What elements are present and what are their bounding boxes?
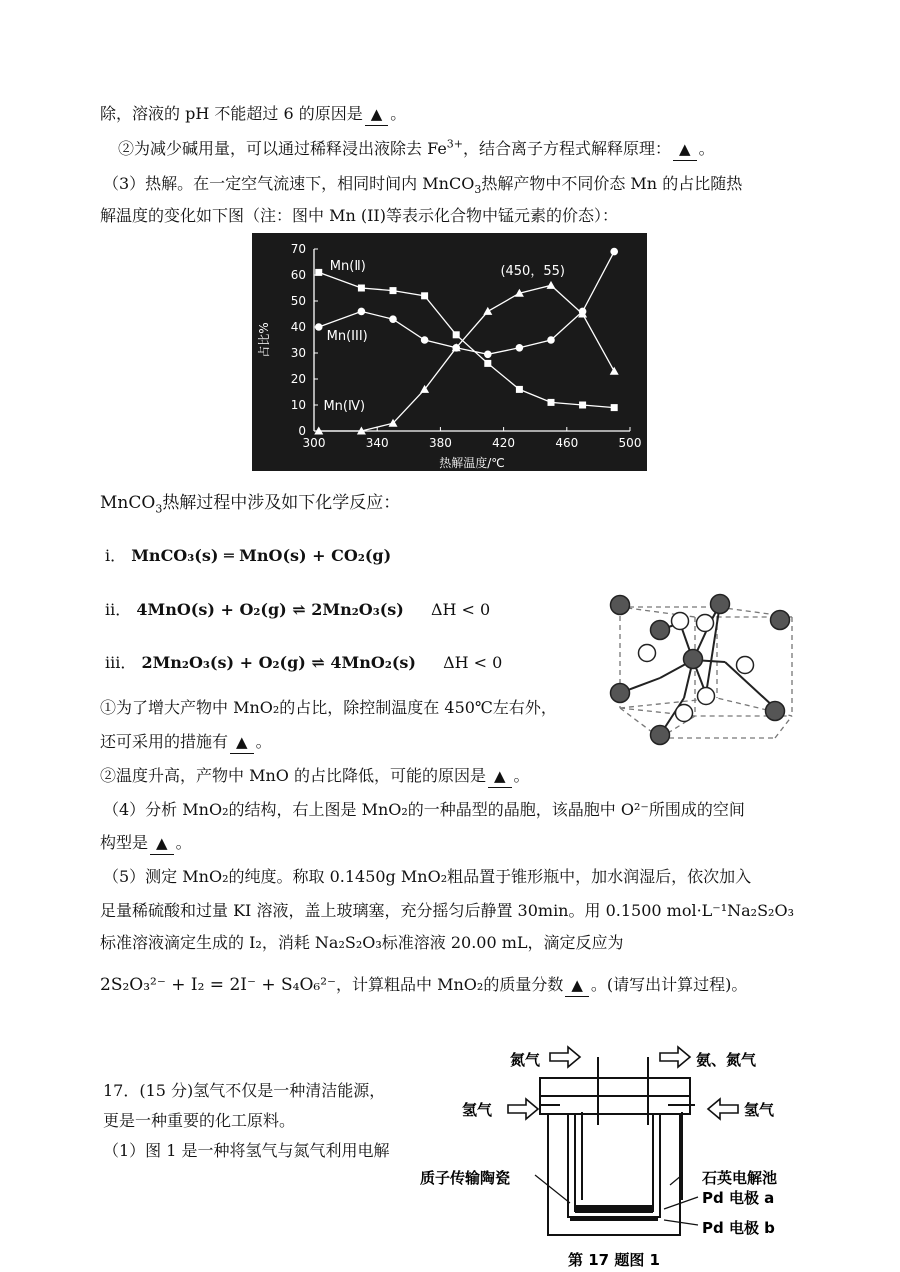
line-5-formula: MnCO [100,493,156,513]
data-point-square [421,292,428,299]
label-ceramic: 质子传输陶瓷 [420,1169,511,1187]
enthalpy: ΔH < 0 [430,600,491,619]
o-atom [672,613,689,630]
label-electrode-a: Pd 电极 a [702,1189,775,1207]
question-text: （5）测定 MnO₂的纯度。称取 0.1450g MnO₂粗品置于锥形瓶中，加水润湿后，依次加入 [103,867,752,886]
line-2 [118,138,715,161]
data-point-square [315,269,322,276]
reaction-ii [105,599,490,621]
cell-lid-bottom [540,1096,690,1114]
reaction-number: i． [105,546,127,565]
line-3-text: （3）热解。在一定空气流速下，相同时间内 MnCO [103,174,475,193]
question-text: 足量稀硫酸和过量 KI 溶液，盖上玻璃塞，充分摇匀后静置 30min。用 0.1500 mol·L⁻¹Na₂S₂O₃ [100,901,794,920]
figure-caption: 第 17 题图 1 [568,1251,660,1269]
o-atom [639,645,656,662]
reaction-equation: 2Mn₂O₃(s) + O₂(g) ⇌ 4MnO₂(s) [141,653,416,672]
question-2 [100,765,530,788]
data-point-triangle [610,367,619,375]
x-tick-label: 460 [555,436,579,450]
mn-atom [711,595,730,614]
mno2-unit-cell-diagram [600,590,800,750]
label-ammonia-out: 氨、氮气 [696,1051,757,1069]
data-point-triangle [547,281,556,289]
label-hydrogen-right: 氢气 [744,1101,775,1119]
line-1-end: 。 [390,104,407,123]
data-point-circle [358,308,366,316]
question-4a [103,799,745,821]
question-end: 。(请写出计算过程)。 [590,975,748,994]
mn-atom [611,596,630,615]
question-text: 更是一种重要的化工原料。 [103,1111,296,1130]
mn-atom [651,726,670,745]
question-text: ②温度升高，产物中 MnO 的占比降低，可能的原因是 [100,766,486,785]
titration-equation: 2S₂O₃²⁻ + I₂ = 2I⁻ + S₄O₆²⁻ [100,975,337,995]
arrow-left-icon [708,1099,738,1119]
x-tick-label: 340 [365,436,389,450]
blank-marker: ▲ [571,976,583,994]
y-tick-label: 70 [290,242,306,256]
y-tick-label: 20 [290,372,306,386]
mn-valence-chart [252,233,647,471]
question-1a [100,697,557,719]
x-axis-label: 热解温度/℃ [439,456,505,470]
pd-electrode-a [575,1205,653,1213]
blank-marker: ▲ [493,767,506,785]
series-label: Mn(Ⅳ) [323,399,366,415]
y-tick-label: 40 [290,320,306,334]
data-point-square [548,399,555,406]
question-end: 。 [255,732,272,751]
data-point-square [358,285,365,292]
question-text: 还可采用的措施有 [100,732,229,751]
data-point-circle [421,336,429,344]
mn-atom [771,611,790,630]
line-2-mid: ，结合离子方程式解释原理： [463,139,672,158]
annotation-label: (450，55) [500,264,565,279]
question-text: 标准溶液滴定生成的 I₂，消耗 Na₂S₂O₃标准溶液 20.00 mL，滴定反应为 [100,933,624,952]
label-electrode-b: Pd 电极 b [702,1219,775,1237]
question-end: 。 [513,766,530,785]
arrow-right-icon [660,1047,690,1067]
question-5a [103,866,751,888]
o-atom [698,688,715,705]
reaction-iii [105,652,502,674]
question-5c [100,932,624,954]
question-17a [103,1080,385,1102]
answer-blank[interactable] [673,138,697,161]
x-tick-label: 300 [302,436,326,450]
answer-blank[interactable] [230,731,254,754]
y-axis-label: 占比% [257,322,271,358]
question-4b [100,832,192,855]
answer-blank[interactable] [488,765,512,788]
data-point-circle [516,344,524,352]
label-hydrogen-left: 氢气 [462,1101,493,1119]
line-3 [103,173,742,195]
line-1 [100,103,406,126]
line-1-text: 除，溶液的 pH 不能超过 6 的原因是 [100,104,363,123]
question-17b [103,1110,295,1132]
arrow-right-icon [508,1099,538,1119]
sub-3: 3 [155,502,163,516]
question-text: ①为了增大产物中 MnO₂的占比，除控制温度在 450℃左右外， [100,698,557,717]
line-4 [100,205,618,227]
y-tick-label: 0 [298,424,306,438]
data-point-square [516,386,523,393]
mn-atom [651,621,670,640]
answer-blank[interactable] [150,832,174,855]
y-tick-label: 50 [290,294,306,308]
o-atom [697,615,714,632]
data-point-square [484,360,491,367]
o-atom [737,657,754,674]
line-2-end: 。 [698,139,715,158]
blank-marker: ▲ [370,105,383,123]
data-point-circle [610,248,618,256]
fe-charge: 3+ [446,137,464,151]
data-point-circle [547,336,555,344]
o-atom [676,705,693,722]
sub-3: 3 [474,183,482,197]
blank-marker: ▲ [679,140,691,158]
blank-marker: ▲ [236,733,248,751]
answer-blank[interactable] [565,974,589,997]
mn-atom [684,650,703,669]
reaction-i [105,545,391,567]
reaction-number: iii． [105,653,137,672]
question-5b [100,900,794,922]
arrow-right-icon [550,1047,580,1067]
data-point-circle [315,323,323,331]
label-quartz-cell: 石英电解池 [702,1169,778,1187]
data-point-square [611,404,618,411]
x-tick-label: 500 [618,436,642,450]
answer-blank[interactable] [365,103,389,126]
electrolysis-cell-diagram [420,1045,820,1272]
data-point-circle [484,351,492,359]
question-1b [100,731,272,754]
line-4-text: 解温度的变化如下图（注：图中 Mn (II)等表示化合物中锰元素的价态）： [100,206,618,225]
question-end: 。 [175,833,192,852]
question-17c [103,1140,390,1162]
y-tick-label: 30 [290,346,306,360]
line-3-end: 热解产物中不同价态 Mn 的占比随热 [481,174,743,193]
y-tick-label: 10 [290,398,306,412]
question-text: ，计算粗品中 MnO₂的质量分数 [336,975,564,994]
enthalpy: ΔH < 0 [443,653,503,672]
line-5 [100,492,400,514]
question-text: 17．(15 分)氢气不仅是一种清洁能源， [103,1081,386,1100]
mn-atom [766,702,785,721]
series-label: Mn(III) [326,329,368,344]
series-label: Mn(Ⅱ) [329,258,366,274]
data-point-triangle [483,307,492,315]
reaction-equation: MnCO₃(s) ═ MnO(s) + CO₂(g) [131,546,392,565]
mn-atom [611,684,630,703]
data-point-square [579,402,586,409]
question-text: （1）图 1 是一种将氢气与氮气利用电解 [103,1141,390,1160]
label-nitrogen-in: 氮气 [510,1051,541,1069]
y-tick-label: 60 [290,268,306,282]
reaction-equation: 4MnO(s) + O₂(g) ⇌ 2Mn₂O₃(s) [136,600,404,619]
question-text: （4）分析 MnO₂的结构，右上图是 MnO₂的一种晶型的晶胞，该晶胞中 O²⁻所围成的空间 [103,800,745,819]
x-tick-label: 380 [428,436,452,450]
line-5-text: 热解过程中涉及如下化学反应： [162,493,401,513]
question-text: 构型是 [100,833,149,852]
x-tick-label: 420 [492,436,516,450]
data-point-square [390,287,397,294]
data-point-circle [389,315,397,323]
blank-marker: ▲ [156,834,168,852]
line-2-text: ②为减少碱用量，可以通过稀释浸出液除去 Fe [118,139,447,158]
data-point-square [453,331,460,338]
pd-electrode-b [570,1217,658,1221]
question-5d [100,974,747,997]
reaction-number: ii． [105,600,132,619]
cell-lid-top [540,1078,690,1096]
